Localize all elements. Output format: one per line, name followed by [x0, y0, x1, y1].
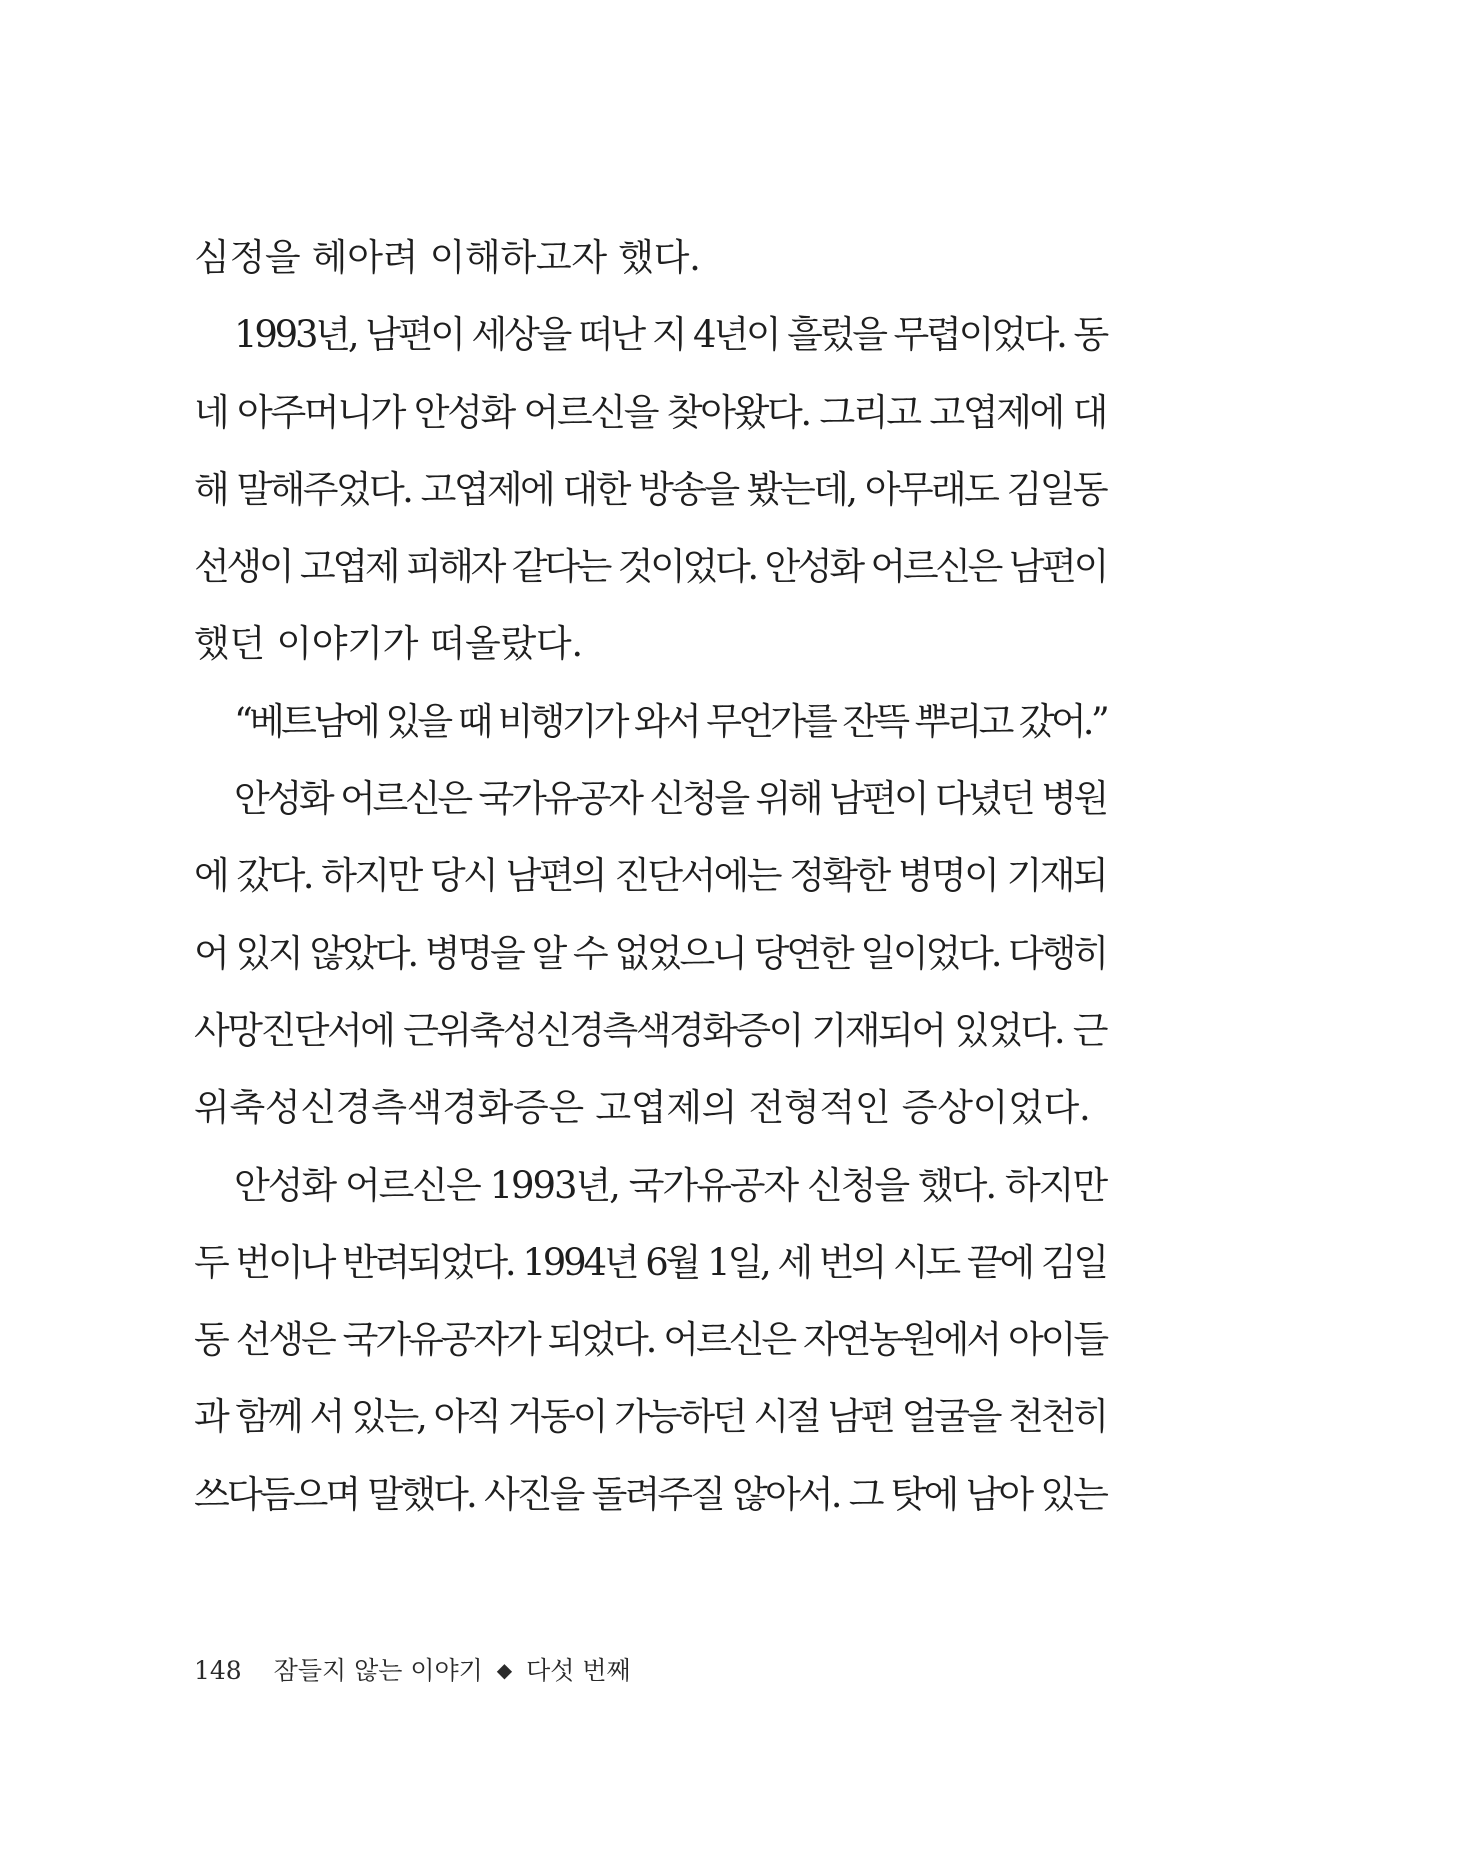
- book-title: 잠들지 않는 이야기: [273, 1656, 483, 1685]
- text-line: 안성화 어르신은 국가유공자 신청을 위해 남편이 다녔던 병원: [234, 777, 1106, 821]
- text-line: 선생이 고엽제 피해자 같다는 것이었다. 안성화 어르신은 남편이: [194, 545, 1106, 589]
- text-line: 안성화 어르신은 1993년, 국가유공자 신청을 했다. 하지만: [234, 1163, 1106, 1207]
- text-line: 사망진단서에 근위축성신경측색경화증이 기재되어 있었다. 근: [194, 1008, 1106, 1052]
- text-line: 두 번이나 반려되었다. 1994년 6월 1일, 세 번의 시도 끝에 김일: [194, 1240, 1106, 1284]
- text-line: 해 말해주었다. 고엽제에 대한 방송을 봤는데, 아무래도 김일동: [194, 467, 1106, 511]
- diamond-separator-icon: ◆: [496, 1658, 513, 1682]
- text-line: 네 아주머니가 안성화 어르신을 찾아왔다. 그리고 고엽제에 대: [194, 390, 1106, 434]
- text-line: 쓰다듬으며 말했다. 사진을 돌려주질 않아서. 그 탓에 남아 있는: [194, 1472, 1106, 1516]
- text-line: 했던 이야기가 떠올랐다.: [194, 622, 583, 666]
- text-line: 과 함께 서 있는, 아직 거동이 가능하던 시절 남편 얼굴을 천천히: [194, 1395, 1106, 1439]
- page-number: 148: [194, 1656, 242, 1685]
- text-line: 심정을 헤아려 이해하고자 했다.: [194, 236, 701, 279]
- text-line: 에 갔다. 하지만 당시 남편의 진단서에는 정확한 병명이 기재되: [194, 854, 1106, 898]
- volume-label: 다섯 번째: [526, 1656, 631, 1685]
- text-line: 위축성신경측색경화증은 고엽제의 전형적인 증상이었다.: [194, 1086, 1091, 1130]
- text-line: 동 선생은 국가유공자가 되었다. 어르신은 자연농원에서 아이들: [194, 1318, 1106, 1362]
- page-footer: [194, 1652, 631, 1689]
- body-text: [194, 219, 1106, 1533]
- text-line: 1993년, 남편이 세상을 떠난 지 4년이 흘렀을 무렵이었다. 동: [234, 313, 1106, 357]
- text-line: 어 있지 않았다. 병명을 알 수 없었으니 당연한 일이었다. 다행히: [194, 931, 1106, 975]
- text-line: “베트남에 있을 때 비행기가 와서 무언가를 잔뜩 뿌리고 갔어.”: [234, 699, 1106, 743]
